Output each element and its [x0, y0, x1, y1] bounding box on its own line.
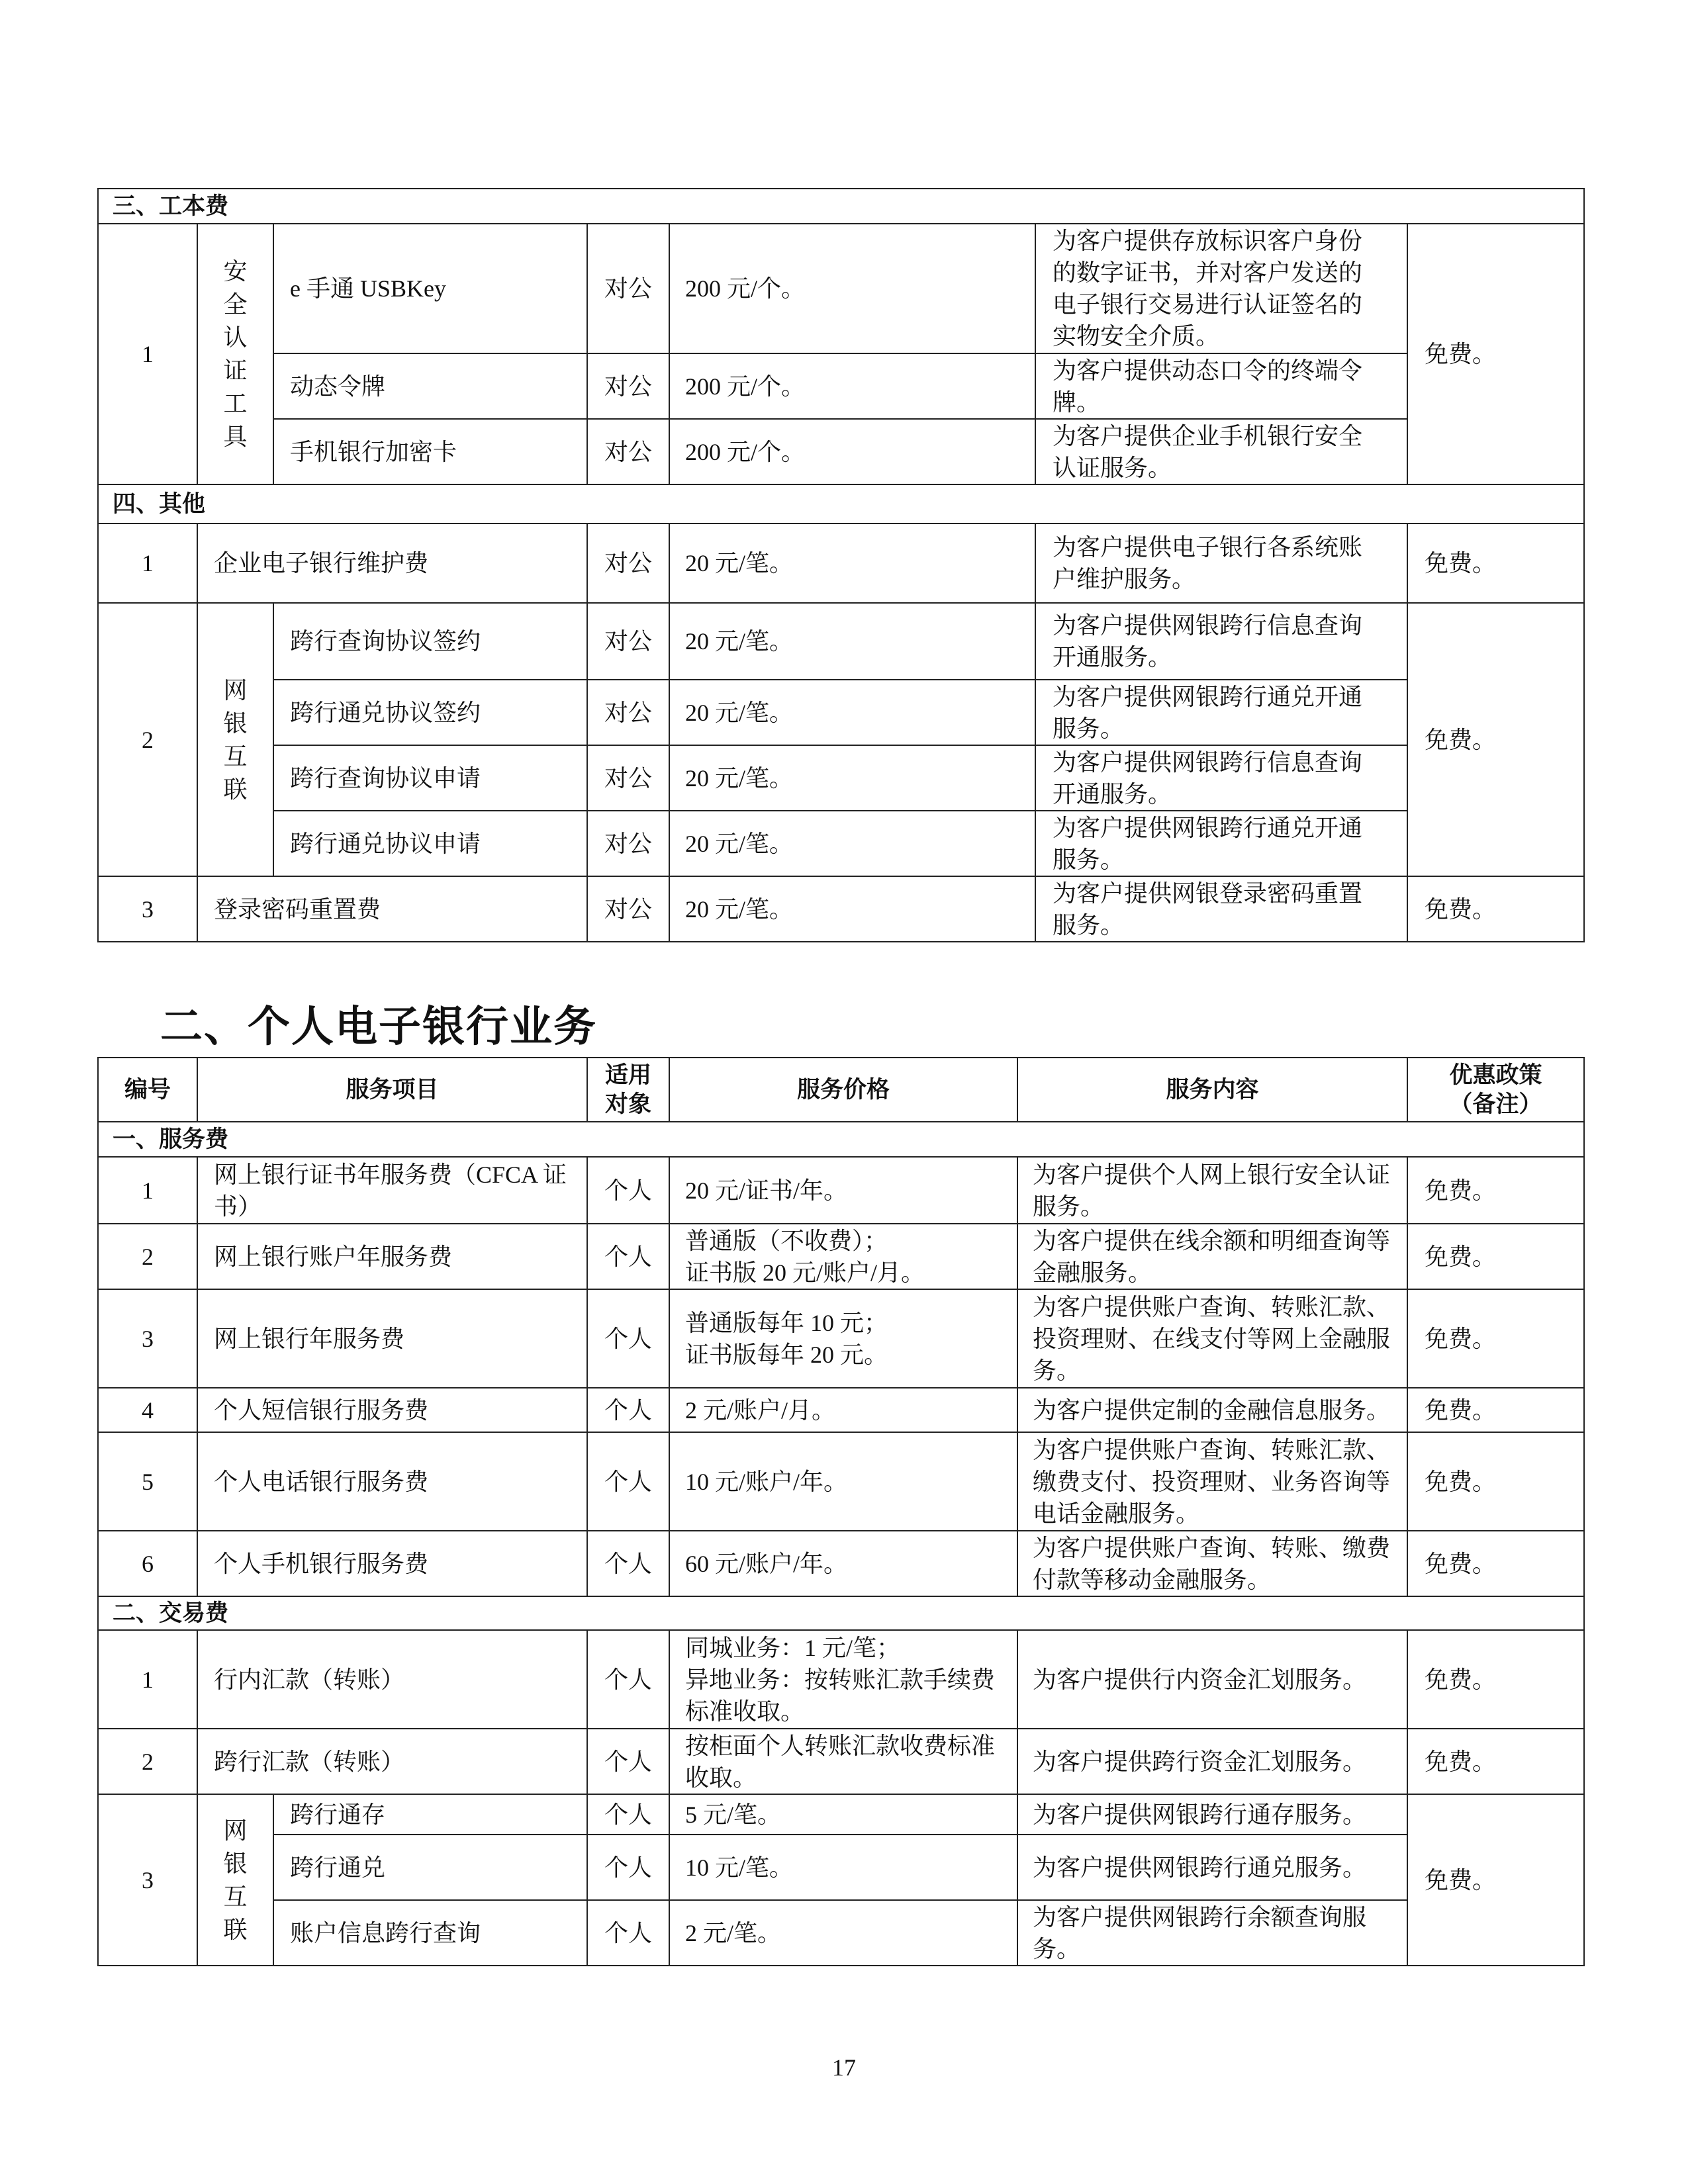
price-cell: 20 元/证书/年。 — [669, 1157, 1017, 1224]
price-cell: 200 元/个。 — [669, 353, 1035, 419]
policy-cell: 免费。 — [1407, 876, 1584, 942]
service-name: 登录密码重置费 — [197, 876, 587, 942]
policy-cell: 免费。 — [1407, 224, 1584, 484]
service-name: 动态令牌 — [273, 353, 587, 419]
category-label: 网银互联 — [223, 676, 248, 803]
section-row — [98, 1122, 1584, 1157]
target-cell: 个人 — [587, 1900, 669, 1966]
target-cell: 个人 — [587, 1630, 669, 1729]
target-cell: 个人 — [587, 1289, 669, 1388]
price-cell: 2 元/账户/月。 — [669, 1388, 1017, 1432]
row-number: 6 — [98, 1531, 197, 1596]
service-name: 网上银行年服务费 — [197, 1289, 587, 1388]
price-cell: 60 元/账户/年。 — [669, 1531, 1017, 1596]
content-cell: 为客户提供在线余额和明细查询等金融服务。 — [1017, 1224, 1407, 1289]
content-cell: 为客户提供动态口令的终端令牌。 — [1035, 353, 1407, 419]
section-title: 四、其他 — [98, 484, 1584, 523]
content-cell: 为客户提供跨行资金汇划服务。 — [1017, 1729, 1407, 1794]
content-cell: 为客户提供网银跨行通存服务。 — [1017, 1794, 1407, 1835]
target-cell: 对公 — [587, 876, 669, 942]
price-cell: 普通版（不收费）； 证书版 20 元/账户/月。 — [669, 1224, 1017, 1289]
target-cell: 个人 — [587, 1388, 669, 1432]
service-name: 跨行查询协议申请 — [273, 745, 587, 811]
column-header-policy: 优惠政策 （备注） — [1407, 1058, 1584, 1122]
policy-cell: 免费。 — [1407, 603, 1584, 876]
column-header-price: 服务价格 — [669, 1058, 1017, 1122]
row-number: 2 — [98, 1224, 197, 1289]
target-cell: 对公 — [587, 745, 669, 811]
service-name: 网上银行证书年服务费（CFCA 证书） — [197, 1157, 587, 1224]
policy-cell: 免费。 — [1407, 1794, 1584, 1966]
row-number: 3 — [98, 876, 197, 942]
price-cell: 2 元/笔。 — [669, 1900, 1017, 1966]
content-cell: 为客户提供存放标识客户身份的数字证书，并对客户发送的电子银行交易进行认证签名的实物安全介质。 — [1035, 224, 1407, 353]
service-name: 个人电话银行服务费 — [197, 1432, 587, 1531]
content-cell: 为客户提供行内资金汇划服务。 — [1017, 1630, 1407, 1729]
price-cell: 20 元/笔。 — [669, 876, 1035, 942]
section-title: 一、服务费 — [98, 1122, 1584, 1157]
content-cell: 为客户提供网银跨行信息查询开通服务。 — [1035, 603, 1407, 680]
policy-cell: 免费。 — [1407, 523, 1584, 603]
target-cell: 对公 — [587, 811, 669, 876]
table-row — [98, 1900, 1584, 1966]
table-row — [98, 1835, 1584, 1900]
category-cell — [197, 603, 273, 876]
price-cell: 普通版每年 10 元； 证书版每年 20 元。 — [669, 1289, 1017, 1388]
content-cell: 为客户提供网银跨行通兑开通服务。 — [1035, 811, 1407, 876]
target-cell: 个人 — [587, 1157, 669, 1224]
service-name: 跨行查询协议签约 — [273, 603, 587, 680]
target-cell: 个人 — [587, 1835, 669, 1900]
table-row — [98, 419, 1584, 484]
target-cell: 对公 — [587, 224, 669, 353]
section-heading: 二、个人电子银行业务 — [160, 1003, 597, 1050]
policy-cell: 免费。 — [1407, 1630, 1584, 1729]
section-title: 二、交易费 — [98, 1596, 1584, 1630]
price-cell: 20 元/笔。 — [669, 811, 1035, 876]
table-row — [98, 1432, 1584, 1531]
row-number: 4 — [98, 1388, 197, 1432]
service-name: 跨行通兑协议签约 — [273, 680, 587, 745]
policy-cell: 免费。 — [1407, 1729, 1584, 1794]
column-header-content: 服务内容 — [1017, 1058, 1407, 1122]
row-number: 5 — [98, 1432, 197, 1531]
target-cell: 对公 — [587, 680, 669, 745]
column-header-item: 服务项目 — [197, 1058, 587, 1122]
table-row — [98, 1388, 1584, 1432]
target-cell: 对公 — [587, 603, 669, 680]
policy-cell: 免费。 — [1407, 1157, 1584, 1224]
service-name: e 手通 USBKey — [273, 224, 587, 353]
table-row — [98, 680, 1584, 745]
content-cell: 为客户提供定制的金融信息服务。 — [1017, 1388, 1407, 1432]
target-cell: 个人 — [587, 1794, 669, 1835]
table-row — [98, 1289, 1584, 1388]
content-cell: 为客户提供账户查询、转账汇款、投资理财、在线支付等网上金融服务。 — [1017, 1289, 1407, 1388]
content-cell: 为客户提供电子银行各系统账户维护服务。 — [1035, 523, 1407, 603]
price-cell: 20 元/笔。 — [669, 745, 1035, 811]
target-cell: 对公 — [587, 353, 669, 419]
service-name: 网上银行账户年服务费 — [197, 1224, 587, 1289]
section-title: 三、工本费 — [98, 189, 1584, 224]
service-name: 跨行通兑 — [273, 1835, 587, 1900]
price-cell: 200 元/个。 — [669, 419, 1035, 484]
row-number: 3 — [98, 1794, 197, 1966]
row-number: 2 — [98, 1729, 197, 1794]
table-row — [98, 1630, 1584, 1729]
target-cell: 个人 — [587, 1729, 669, 1794]
policy-cell: 免费。 — [1407, 1432, 1584, 1531]
content-cell: 为客户提供个人网上银行安全认证服务。 — [1017, 1157, 1407, 1224]
price-cell: 20 元/笔。 — [669, 680, 1035, 745]
table-row — [98, 523, 1584, 603]
policy-cell: 免费。 — [1407, 1224, 1584, 1289]
service-name: 跨行汇款（转账） — [197, 1729, 587, 1794]
table-row — [98, 745, 1584, 811]
corporate-fee-table — [97, 188, 1585, 942]
price-cell: 10 元/账户/年。 — [669, 1432, 1017, 1531]
table-header-row — [98, 1058, 1584, 1122]
price-cell: 同城业务：1 元/笔； 异地业务：按转账汇款手续费标准收取。 — [669, 1630, 1017, 1729]
service-name: 跨行通兑协议申请 — [273, 811, 587, 876]
column-header-target: 适用 对象 — [587, 1058, 669, 1122]
target-cell: 对公 — [587, 523, 669, 603]
content-cell: 为客户提供企业手机银行安全认证服务。 — [1035, 419, 1407, 484]
category-label: 网银互联 — [223, 1817, 248, 1943]
target-cell: 个人 — [587, 1224, 669, 1289]
section-row — [98, 189, 1584, 224]
table-row — [98, 1224, 1584, 1289]
row-number: 1 — [98, 224, 197, 484]
content-cell: 为客户提供账户查询、转账、缴费付款等移动金融服务。 — [1017, 1531, 1407, 1596]
category-cell — [197, 224, 273, 484]
section-row — [98, 1596, 1584, 1630]
table-row — [98, 876, 1584, 942]
price-cell: 按柜面个人转账汇款收费标准收取。 — [669, 1729, 1017, 1794]
price-cell: 200 元/个。 — [669, 224, 1035, 353]
table-row — [98, 811, 1584, 876]
policy-cell: 免费。 — [1407, 1388, 1584, 1432]
column-header-number: 编号 — [98, 1058, 197, 1122]
service-name: 行内汇款（转账） — [197, 1630, 587, 1729]
target-cell: 对公 — [587, 419, 669, 484]
section-row — [98, 484, 1584, 523]
service-name: 手机银行加密卡 — [273, 419, 587, 484]
service-name: 个人手机银行服务费 — [197, 1531, 587, 1596]
price-cell: 5 元/笔。 — [669, 1794, 1017, 1835]
row-number: 3 — [98, 1289, 197, 1388]
content-cell: 为客户提供网银跨行通兑开通服务。 — [1035, 680, 1407, 745]
personal-fee-table — [97, 1057, 1585, 1966]
table-row — [98, 603, 1584, 680]
table-row — [98, 1729, 1584, 1794]
target-cell: 个人 — [587, 1432, 669, 1531]
price-cell: 10 元/笔。 — [669, 1835, 1017, 1900]
service-name: 账户信息跨行查询 — [273, 1900, 587, 1966]
content-cell: 为客户提供网银登录密码重置服务。 — [1035, 876, 1407, 942]
row-number: 1 — [98, 1630, 197, 1729]
content-cell: 为客户提供账户查询、转账汇款、缴费支付、投资理财、业务咨询等电话金融服务。 — [1017, 1432, 1407, 1531]
category-label: 安全认证工具 — [223, 258, 248, 450]
price-cell: 20 元/笔。 — [669, 523, 1035, 603]
price-cell: 20 元/笔。 — [669, 603, 1035, 680]
table-row — [98, 1794, 1584, 1835]
table-row — [98, 1531, 1584, 1596]
service-name: 跨行通存 — [273, 1794, 587, 1835]
target-cell: 个人 — [587, 1531, 669, 1596]
row-number: 2 — [98, 603, 197, 876]
service-name: 个人短信银行服务费 — [197, 1388, 587, 1432]
table-row — [98, 1157, 1584, 1224]
page-number: 17 — [832, 2054, 856, 2081]
table-row — [98, 353, 1584, 419]
service-name: 企业电子银行维护费 — [197, 523, 587, 603]
content-cell: 为客户提供网银跨行余额查询服务。 — [1017, 1900, 1407, 1966]
content-cell: 为客户提供网银跨行通兑服务。 — [1017, 1835, 1407, 1900]
policy-cell: 免费。 — [1407, 1531, 1584, 1596]
row-number: 1 — [98, 523, 197, 603]
content-cell: 为客户提供网银跨行信息查询开通服务。 — [1035, 745, 1407, 811]
row-number: 1 — [98, 1157, 197, 1224]
category-cell — [197, 1794, 273, 1966]
table-row — [98, 224, 1584, 353]
policy-cell: 免费。 — [1407, 1289, 1584, 1388]
